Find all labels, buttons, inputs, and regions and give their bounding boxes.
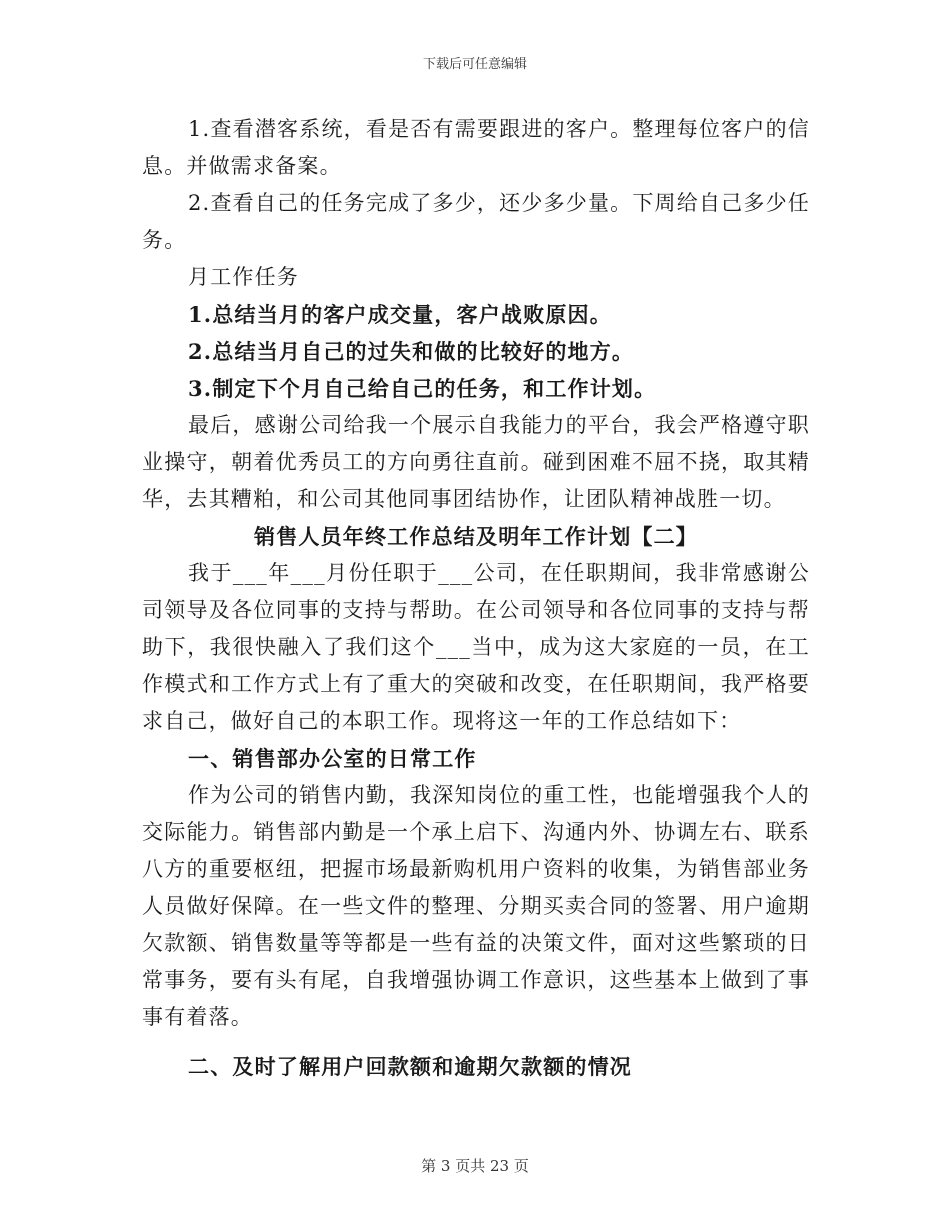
page-footer: 第 3 页共 23 页 bbox=[421, 1157, 529, 1175]
paragraph-daily-work: 作为公司的销售内勤，我深知岗位的重工性，也能增强我个人的交际能力。销售部内勤是一个承上启下、沟通内外、协调左右、联系八方的重要枢纽，把握市场最新购机用户资料的收集，为销售部业务人员做好保障。在一些文件的整理、分期买卖合同的签署、用户逾期欠款额、销售数量等等都是一些有益的决策文件，面对这些繁琐的日常事务，要有头有尾，自我增强协调工作意识，这些基本上做到了事事有着落。 bbox=[142, 783, 810, 1029]
heading-payment-status: 二、及时了解用户回款额和逾期欠款额的情况 bbox=[188, 1054, 632, 1079]
paragraph-monthly-item-2: 2.总结当月自己的过失和做的比较好的地方。 bbox=[188, 339, 635, 364]
heading-daily-work: 一、销售部办公室的日常工作 bbox=[188, 746, 477, 771]
page-header: 下载后可任意编辑 bbox=[422, 57, 527, 72]
document-body bbox=[142, 111, 810, 1085]
paragraph-intro: 我于___年___月份任职于___公司，在任职期间，我非常感谢公司领导及各位同事的支持与帮助。在公司领导和各位同事的支持与帮助下，我很快融入了我们这个___当中，成为这大家庭的一员，在工作模式和工作方式上有了重大的突破和改变，在任职期间，我严格要求自己，做好自己的本职工作。现将这一年的工作总结如下： bbox=[142, 561, 810, 733]
paragraph-check-prospects: 1.查看潜客系统，看是否有需要跟进的客户。整理每位客户的信息。并做需求备案。 bbox=[142, 117, 810, 178]
paragraph-closing: 最后，感谢公司给我一个展示自我能力的平台，我会严格遵守职业操守，朝着优秀员工的方向勇往直前。碰到困难不屈不挠，取其精华，去其糟粕，和公司其他同事团结协作，让团队精神战胜一切。 bbox=[142, 413, 810, 511]
paragraph-monthly-item-1: 1.总结当月的客户成交量，客户战败原因。 bbox=[188, 302, 612, 327]
paragraph-monthly-tasks-label: 月工作任务 bbox=[188, 265, 299, 289]
paragraph-check-tasks: 2.查看自己的任务完成了多少，还少多少量。下周给自己多少任务。 bbox=[142, 191, 810, 252]
paragraph-monthly-item-3: 3.制定下个月自己给自己的任务，和工作计划。 bbox=[188, 376, 657, 401]
spacer bbox=[142, 1036, 810, 1048]
section-title: 销售人员年终工作总结及明年工作计划【二】 bbox=[254, 524, 698, 549]
